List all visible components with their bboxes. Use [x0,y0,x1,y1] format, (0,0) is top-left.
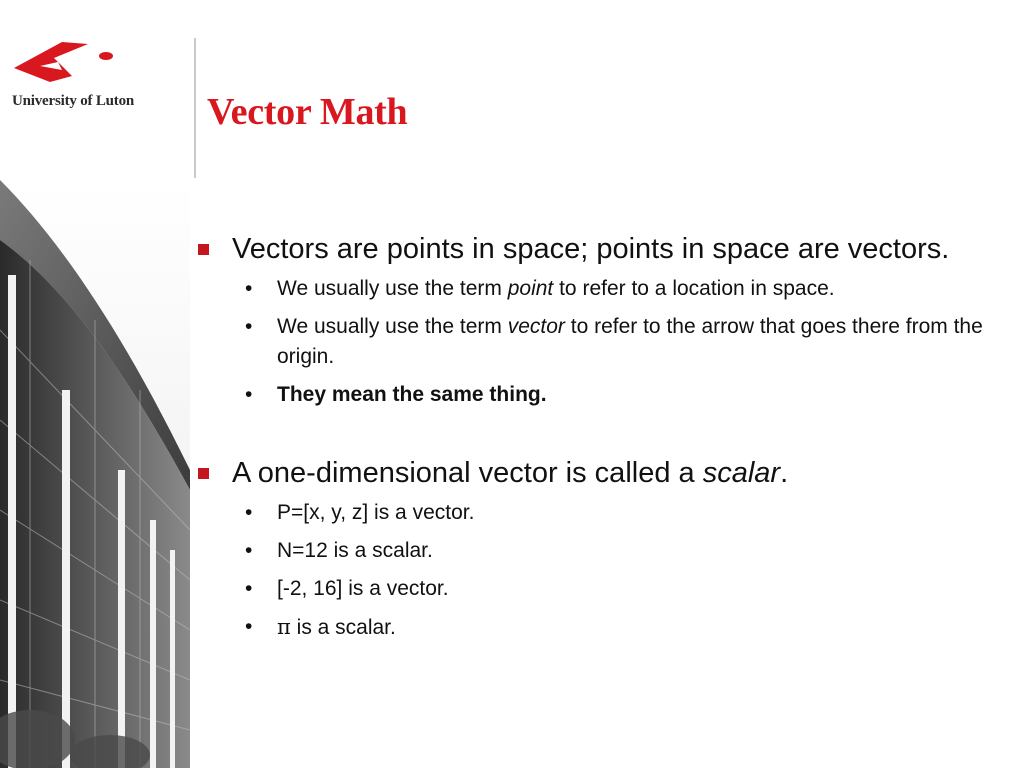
bullet-block-vectors [195,230,995,410]
sub-bullet-text: P=[x, y, z] is a vector. [277,501,475,524]
bullet-text: Vectors are points in space; points in space are vectors. [232,233,950,265]
sub-bullet-text: They mean the same thing. [277,383,547,406]
bullet-block-scalar [195,454,995,643]
sub-bullet-item [195,612,997,643]
emphasized-term: scalar [702,457,781,489]
bullet-square-icon [198,468,209,479]
sub-bullet-item [195,498,997,528]
bullet-item [195,230,995,268]
slide-title: Vector Math [207,91,408,133]
emphasized-term: point [507,277,554,300]
sub-bullet-list [195,498,995,643]
sub-bullet-text: [-2, 16] is a vector. [277,577,449,600]
bullet-square-icon [198,244,209,255]
bullet-item [195,454,995,492]
sub-bullet-text: We usually use the term [277,277,508,300]
bullet-dot-icon: • [245,501,253,524]
bullet-dot-icon: • [245,277,253,300]
university-logo [10,36,190,126]
sub-bullet-text: to refer to the arrow that goes there from the origin. [277,315,983,368]
bullet-dot-icon: • [245,539,253,562]
sub-bullet-text: We usually use the term [277,315,508,338]
sub-bullet-text: to refer to a location in space. [553,277,835,300]
slide-content [195,230,995,687]
logo-text: University of Luton [12,93,135,109]
bullet-dot-icon: • [245,615,253,638]
bullet-dot-icon: • [245,315,253,338]
pi-symbol: π [277,615,291,639]
sub-bullet-text: N=12 is a scalar. [277,539,433,562]
emphasized-term: vector [507,315,565,338]
header-divider [194,38,196,178]
sub-bullet-item [195,380,997,410]
bullet-text: A one-dimensional vector is called a [232,457,703,489]
sub-bullet-item [195,574,997,604]
luton-logo-mark-icon [10,36,120,86]
sub-bullet-item [195,274,997,304]
bullet-text: . [780,457,789,489]
sub-bullet-item [195,536,997,566]
sub-bullet-text: is a scalar. [290,616,396,639]
building-image [0,180,190,768]
bullet-dot-icon: • [245,383,253,406]
bullet-dot-icon: • [245,577,253,600]
sub-bullet-list [195,274,995,410]
sub-bullet-item [195,312,997,372]
